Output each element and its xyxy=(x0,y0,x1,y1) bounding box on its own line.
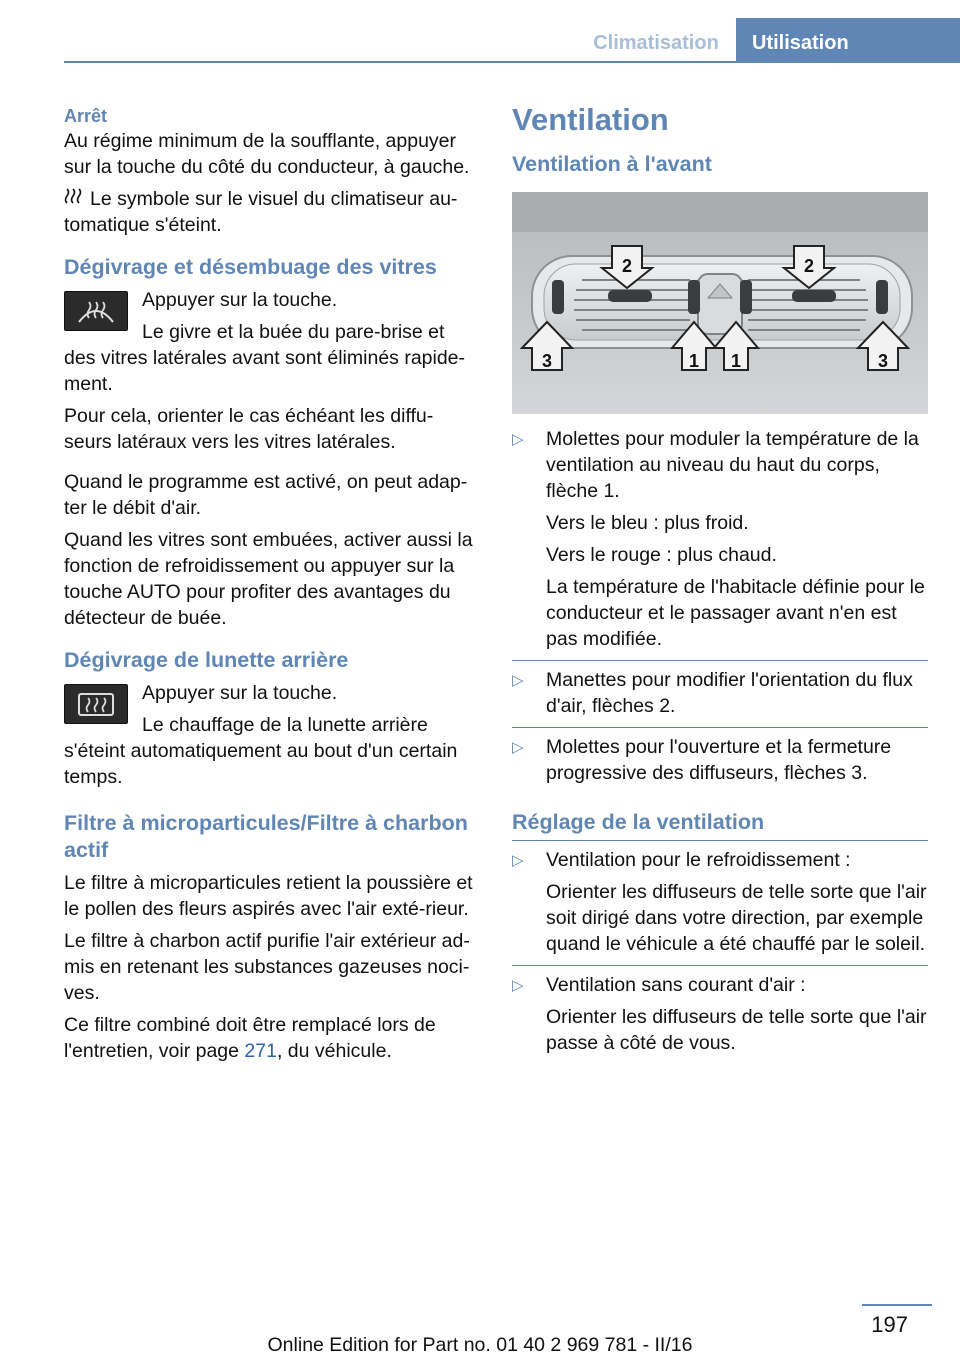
degivrage-paragraph-2: Le givre et la buée du pare-brise et des vitres latérales avant sont éliminés rapide-ment. xyxy=(64,321,466,395)
page-number-rule xyxy=(862,1304,932,1306)
item3-text: Molettes pour l'ouverture et la fermeture progressive des diffuseurs, flèches 3. xyxy=(546,736,892,784)
arrow-label-2-right: 2 xyxy=(803,256,815,276)
item1-text: Molettes pour moduler la température de la ventilation au niveau du haut du corps, flèche 1. xyxy=(546,428,919,502)
arret-heading: Arrêt xyxy=(64,106,108,126)
list-item xyxy=(512,426,928,652)
left-column xyxy=(64,104,478,1064)
filtre-paragraph-3 xyxy=(64,1012,478,1064)
degivrage-paragraph-3: Pour cela, orienter le cas échéant les diffu-seurs latéraux vers les vitres latérales. xyxy=(64,405,434,453)
arret-paragraph-2 xyxy=(64,186,478,238)
triangle-bullet-icon: ▷ xyxy=(512,672,524,689)
filtre-paragraph-1: Le filtre à microparticules retient la poussière et le pollen des fleurs aspirés avec l'air exté-rieur. xyxy=(64,872,473,920)
footer-edition: Online Edition for Part no. 01 40 2 969 781 - II/16 xyxy=(267,1334,693,1356)
triangle-bullet-icon: ▷ xyxy=(512,431,524,448)
list-divider xyxy=(512,660,928,661)
filtre-paragraph-3-text: Ce filtre combiné doit être remplacé lors de l'entretien, voir page xyxy=(64,1014,436,1062)
arrow-label-3-left: 3 xyxy=(541,351,553,371)
rear-window-defrost-button-icon xyxy=(64,684,128,724)
reglage-list-2 xyxy=(512,972,928,1056)
list-item xyxy=(512,972,928,1056)
vent-controls-list-2 xyxy=(512,667,928,719)
degivrage-heading: Dégivrage et désembuage des vitres xyxy=(64,255,437,279)
arrow-label-2-left: 2 xyxy=(621,256,633,276)
item5-title: Ventilation sans courant d'air : xyxy=(546,974,806,996)
air-vents-photo xyxy=(512,192,928,414)
list-divider xyxy=(512,840,928,841)
lunette-paragraph-2: Le chauffage de la lunette arrière s'éteint automatiquement au bout d'un certain temps. xyxy=(64,714,458,788)
ventilation-avant-heading: Ventilation à l'avant xyxy=(512,152,712,176)
vent-controls-list-3 xyxy=(512,734,928,786)
degivrage-paragraph-5: Quand les vitres sont embuées, activer aussi la fonction de refroidissement ou appuyer sur la touche AUTO pour profiter des avantages du détecteur de buée. xyxy=(64,529,473,629)
fan-symbol-icon xyxy=(64,186,86,212)
triangle-bullet-icon: ▷ xyxy=(512,852,524,869)
degivrage-paragraph-4: Quand le programme est activé, on peut adap-ter le débit d'air. xyxy=(64,471,468,519)
item2-text: Manettes pour modifier l'orientation du flux d'air, flèches 2. xyxy=(546,669,913,717)
item5-text: Orienter les diffuseurs de telle sorte que l'air passe à côté de vous. xyxy=(546,1006,927,1054)
lunette-heading: Dégivrage de lunette arrière xyxy=(64,648,349,672)
triangle-bullet-icon: ▷ xyxy=(512,977,524,994)
list-divider xyxy=(512,727,928,728)
triangle-bullet-icon: ▷ xyxy=(512,739,524,756)
ventilation-heading: Ventilation xyxy=(512,102,669,137)
item1-red: Vers le rouge : plus chaud. xyxy=(546,544,777,566)
item4-title: Ventilation pour le refroidissement : xyxy=(546,849,851,871)
item1-blue: Vers le bleu : plus froid. xyxy=(546,512,749,534)
windshield-defrost-button-icon xyxy=(64,291,128,331)
right-column xyxy=(512,100,928,1056)
page-link-271[interactable]: 271 xyxy=(244,1040,277,1062)
arret-paragraph-1: Au régime minimum de la soufflante, appuyer sur la touche du côté du conducteur, à gauche. xyxy=(64,130,470,178)
arret-paragraph-2-text: Le symbole sur le visuel du climatiseur au-tomatique s'éteint. xyxy=(64,188,458,236)
reglage-list xyxy=(512,847,928,957)
header-section-tab[interactable]: Climatisation xyxy=(593,32,719,54)
filtre-heading: Filtre à microparticules/Filtre à charbon actif xyxy=(64,811,468,862)
list-item xyxy=(512,734,928,786)
page-number: 197 xyxy=(871,1312,908,1337)
filtre-paragraph-3-end: , du véhicule. xyxy=(276,1040,392,1062)
lunette-paragraph-1: Appuyer sur la touche. xyxy=(142,682,338,704)
item4-text: Orienter les diffuseurs de telle sorte que l'air soit dirigé dans votre direction, par exemple quand le véhicule a été chauffé par le soleil. xyxy=(546,881,927,955)
list-item xyxy=(512,847,928,957)
arrow-label-1-left: 1 xyxy=(688,351,700,371)
arrow-label-3-right: 3 xyxy=(877,351,889,371)
arrow-label-1-right: 1 xyxy=(730,351,742,371)
degivrage-paragraph-1: Appuyer sur la touche. xyxy=(142,289,338,311)
item1-note: La température de l'habitacle définie pour le conducteur et le passager avant n'en est pas modifiée. xyxy=(546,576,925,650)
header-chapter-tab[interactable]: Utilisation xyxy=(736,18,960,63)
filtre-paragraph-2: Le filtre à charbon actif purifie l'air extérieur ad-mis en retenant les substances gazeuses noci-ves. xyxy=(64,930,470,1004)
reglage-heading: Réglage de la ventilation xyxy=(512,810,765,834)
list-item xyxy=(512,667,928,719)
vent-controls-list xyxy=(512,426,928,652)
list-divider xyxy=(512,965,928,966)
